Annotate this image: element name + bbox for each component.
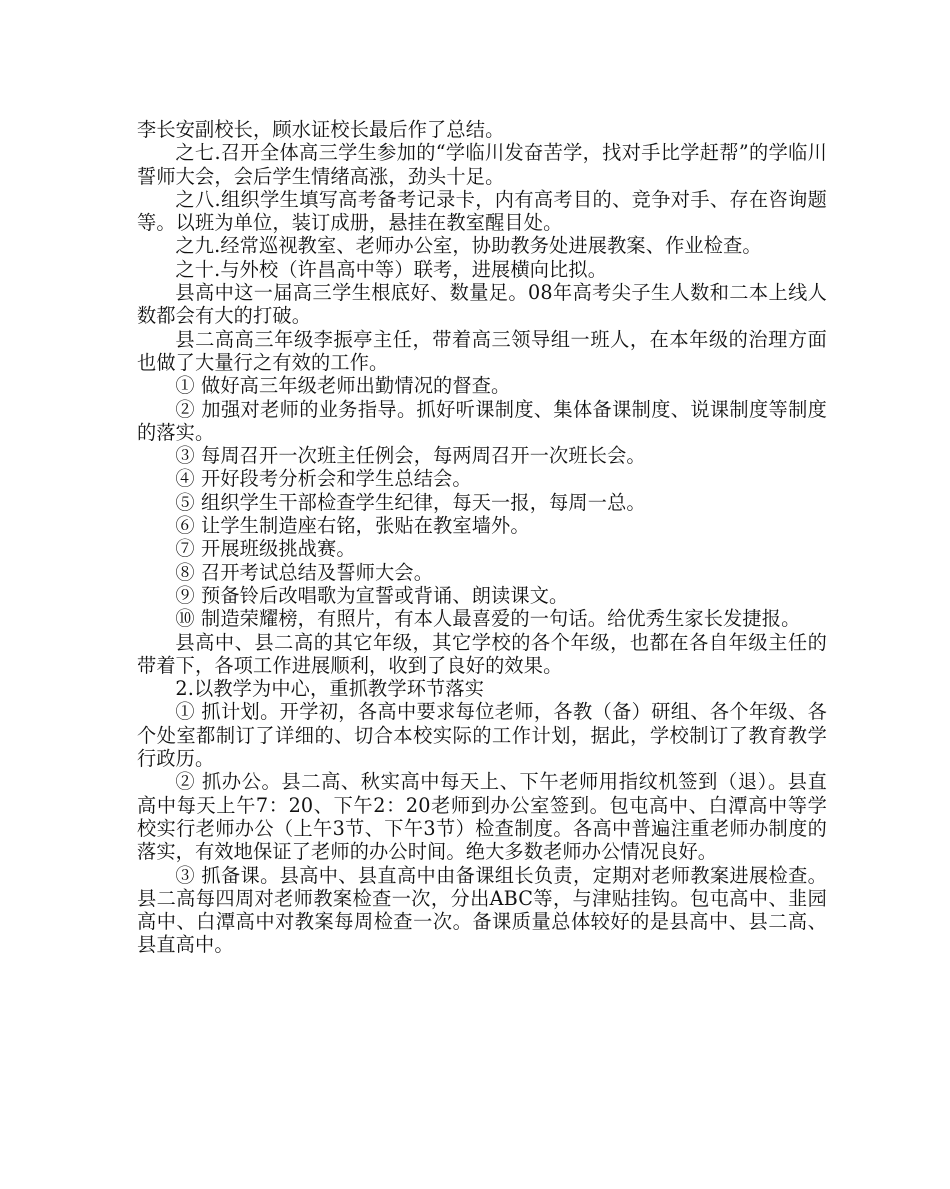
- paragraph-county-high: 县高中这一届高三学生根底好、数量足。08年高考尖子生人数和二本上线人数都会有大的打破。: [137, 281, 827, 328]
- list-item-2: ② 加强对老师的业务指导。抓好听课制度、集体备课制度、说课制度等制度的落实。: [137, 397, 827, 444]
- list-item-5: ⑤ 组织学生干部检查学生纪律，每天一报，每周一总。: [175, 490, 646, 514]
- list-item-6: ⑥ 让学生制造座右铭，张贴在教室墙外。: [175, 514, 530, 538]
- paragraph-item-10: 之十.与外校（许昌高中等）联考，进展横向比拟。: [175, 257, 608, 281]
- teaching-item-plan: ① 抓计划。开学初，各高中要求每位老师，各教（备）研组、各个年级、各个处室都制订了详细的、切合本校实际的工作计划，据此，学校制订了教育教学行政历。: [137, 700, 827, 771]
- teaching-item-lesson-prep: ③ 抓备课。县高中、县直高中由备课组长负责，定期对老师教案进展检查。县二高每四周对老师教案检查一次，分出ABC等，与津贴挂钩。包屯高中、韭园高中、白潭高中对教案每周检查一次。备课质量总体较好的是县高中、县二高、县直高中。: [137, 863, 827, 957]
- paragraph-other-grades: 县高中、县二高的其它年级，其它学校的各个年级，也都在各自年级主任的带着下，各项工作进展顺利，收到了良好的效果。: [137, 630, 827, 677]
- paragraph-summary: 李长安副校长，顾水证校长最后作了总结。: [137, 118, 505, 141]
- list-item-9: ⑨ 预备铃后改唱歌为宣誓或背诵、朗读课文。: [175, 583, 569, 607]
- list-item-8: ⑧ 召开考试总结及誓师大会。: [175, 560, 434, 584]
- list-item-1: ① 做好高三年级老师出勤情况的督查。: [175, 374, 511, 398]
- list-item-3: ③ 每周召开一次班主任例会，每两周召开一次班长会。: [175, 444, 646, 468]
- paragraph-item-7: 之七.召开全体高三学生参加的“学临川发奋苦学，找对手比学赶帮”的学临川誓师大会，会后学生情绪高涨，劲头十足。: [137, 141, 827, 188]
- list-item-7: ⑦ 开展班级挑战赛。: [175, 537, 356, 561]
- paragraph-county-second-high: 县二高高三年级李振亭主任，带着高三领导组一班人，在本年级的治理方面也做了大量行之有效的工作。: [137, 327, 827, 374]
- paragraph-item-9: 之九.经常巡视教室、老师办公室，协助教务处进展教案、作业检查。: [175, 234, 762, 258]
- list-item-10: ⑩ 制造荣耀榜，有照片，有本人最喜爱的一句话。给优秀生家长发捷报。: [175, 607, 801, 631]
- list-item-4: ④ 开好段考分析会和学生总结会。: [175, 467, 472, 491]
- document-page: [137, 118, 827, 957]
- section-heading-teaching: 2.以教学为中心，重抓教学环节落实: [175, 677, 485, 701]
- paragraph-item-8: 之八.组织学生填写高考备考记录卡，内有高考目的、竞争对手、存在咨询题等。以班为单位，装订成册，悬挂在教室醒目处。: [137, 187, 827, 235]
- teaching-item-office: ② 抓办公。县二高、秋实高中每天上、下午老师用指纹机签到（退）。县直高中每天上午7：20、下午2：20老师到办公室签到。包屯高中、白潭高中等学校实行老师办公（上午3节、下午3节）检查制度。各高中普遍注重老师办制度的落实，有效地保证了老师的办公时间。绝大多数老师办公情况良好。: [137, 770, 827, 864]
